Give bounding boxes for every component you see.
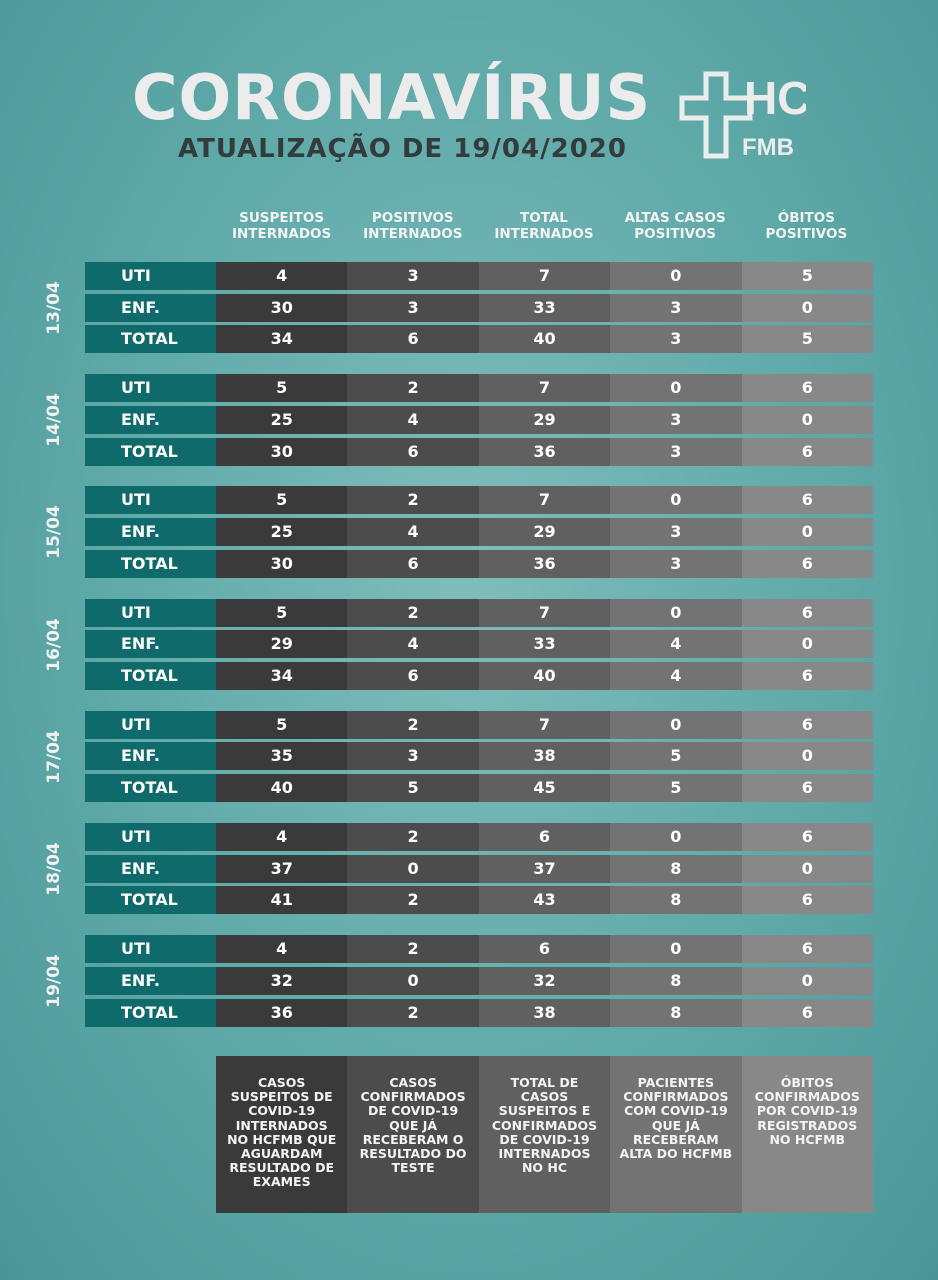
- row-label: UTI: [85, 262, 216, 290]
- table-cell: 0: [610, 711, 741, 739]
- table-cell: 6: [742, 374, 873, 402]
- row-label: TOTAL: [85, 774, 216, 802]
- table-cell: 3: [610, 518, 741, 546]
- table-cell: 0: [742, 630, 873, 658]
- table-cell: 8: [610, 886, 741, 914]
- table-cell: 6: [347, 550, 478, 578]
- table-cell: 2: [347, 374, 478, 402]
- table-cell: 4: [216, 935, 347, 963]
- table-cell: 0: [610, 935, 741, 963]
- table-row: [85, 438, 873, 466]
- table-cell: 35: [216, 742, 347, 770]
- column-header: ÓBITOS POSITIVOS: [765, 210, 848, 242]
- table-cell: 5: [216, 374, 347, 402]
- row-label: UTI: [85, 935, 216, 963]
- table-cell: 37: [216, 855, 347, 883]
- row-label: TOTAL: [85, 886, 216, 914]
- table-cell: 34: [216, 662, 347, 690]
- row-label: UTI: [85, 374, 216, 402]
- row-label: TOTAL: [85, 438, 216, 466]
- table-row: [85, 486, 873, 514]
- date-text: 14/04: [44, 393, 64, 447]
- table-cell: 4: [347, 630, 478, 658]
- logo-hc-text: HC: [744, 72, 806, 124]
- table-cell: 0: [742, 967, 873, 995]
- hc-fmb-logo: [676, 70, 806, 160]
- date-group: [0, 711, 938, 803]
- table-cell: 2: [347, 823, 478, 851]
- date-label: [44, 954, 64, 1008]
- table-cell: 3: [347, 262, 478, 290]
- table-row: [85, 662, 873, 690]
- page-title: CORONAVÍRUS: [132, 61, 652, 134]
- table-cell: 5: [610, 774, 741, 802]
- table-cell: 0: [610, 823, 741, 851]
- table-cell: 33: [479, 630, 610, 658]
- table-row: [85, 374, 873, 402]
- table-cell: 30: [216, 294, 347, 322]
- table-cell: 25: [216, 406, 347, 434]
- table-cell: 3: [610, 550, 741, 578]
- table-cell: 41: [216, 886, 347, 914]
- table-cell: 5: [347, 774, 478, 802]
- date-label: [44, 730, 64, 784]
- table-cell: 0: [347, 967, 478, 995]
- table-cell: 6: [742, 711, 873, 739]
- table-cell: 0: [742, 406, 873, 434]
- table-cell: 7: [479, 262, 610, 290]
- table-cell: 29: [479, 518, 610, 546]
- table-cell: 25: [216, 518, 347, 546]
- table-cell: 40: [216, 774, 347, 802]
- table-cell: 40: [479, 325, 610, 353]
- table-cell: 43: [479, 886, 610, 914]
- date-group: [0, 599, 938, 691]
- table-cell: 0: [610, 262, 741, 290]
- table-cell: 45: [479, 774, 610, 802]
- row-label: ENF.: [85, 967, 216, 995]
- table-row: [85, 518, 873, 546]
- row-label: TOTAL: [85, 662, 216, 690]
- table-row: [85, 711, 873, 739]
- table-row: [85, 823, 873, 851]
- table-cell: 7: [479, 374, 610, 402]
- row-label: ENF.: [85, 630, 216, 658]
- table-cell: 6: [742, 662, 873, 690]
- table-cell: 30: [216, 438, 347, 466]
- table-cell: 3: [347, 294, 478, 322]
- row-label: UTI: [85, 599, 216, 627]
- row-label: UTI: [85, 711, 216, 739]
- table-cell: 40: [479, 662, 610, 690]
- table-cell: 2: [347, 886, 478, 914]
- date-label: [44, 393, 64, 447]
- date-group: [0, 823, 938, 915]
- table-cell: 3: [610, 325, 741, 353]
- date-text: 19/04: [44, 954, 64, 1008]
- table-cell: 6: [742, 999, 873, 1027]
- table-cell: 34: [216, 325, 347, 353]
- column-header: POSITIVOS INTERNADOS: [363, 210, 463, 242]
- date-label: [44, 281, 64, 335]
- table-cell: 6: [347, 662, 478, 690]
- table-cell: 29: [216, 630, 347, 658]
- row-label: TOTAL: [85, 999, 216, 1027]
- row-label: ENF.: [85, 294, 216, 322]
- row-label: UTI: [85, 823, 216, 851]
- row-label: TOTAL: [85, 325, 216, 353]
- table-cell: 2: [347, 599, 478, 627]
- column-description: PACIENTES CONFIRMADOS COM COVID-19 QUE JÁ RECEBERAM ALTA DO HCFMB: [610, 1056, 741, 1213]
- column-header: ALTAS CASOS POSITIVOS: [624, 210, 726, 242]
- column-description: CASOS CONFIRMADOS DE COVID-19 QUE JÁ RECEBERAM O RESULTADO DO TESTE: [347, 1056, 478, 1213]
- table-cell: 0: [610, 374, 741, 402]
- table-row: [85, 742, 873, 770]
- table-cell: 37: [479, 855, 610, 883]
- table-cell: 36: [479, 438, 610, 466]
- table-cell: 4: [347, 518, 478, 546]
- table-cell: 6: [742, 438, 873, 466]
- table-cell: 4: [216, 262, 347, 290]
- table-row: [85, 935, 873, 963]
- table-cell: 38: [479, 742, 610, 770]
- table-cell: 3: [610, 294, 741, 322]
- row-label: TOTAL: [85, 550, 216, 578]
- table-cell: 36: [479, 550, 610, 578]
- table-cell: 0: [742, 855, 873, 883]
- table-cell: 4: [347, 406, 478, 434]
- row-label: ENF.: [85, 406, 216, 434]
- table-cell: 6: [742, 774, 873, 802]
- table-row: [85, 599, 873, 627]
- table-cell: 4: [610, 662, 741, 690]
- row-label: ENF.: [85, 855, 216, 883]
- date-group: [0, 935, 938, 1027]
- table-cell: 8: [610, 855, 741, 883]
- table-cell: 6: [742, 935, 873, 963]
- column-descriptions: [216, 1056, 873, 1213]
- date-text: 13/04: [44, 281, 64, 335]
- row-label: ENF.: [85, 518, 216, 546]
- date-group: [0, 262, 938, 354]
- hc-cross-logo-icon: [676, 70, 806, 160]
- table-cell: 5: [216, 711, 347, 739]
- table-cell: 3: [610, 406, 741, 434]
- logo-fmb-text: FMB: [742, 134, 794, 160]
- table-cell: 5: [610, 742, 741, 770]
- row-label: UTI: [85, 486, 216, 514]
- table-cell: 0: [347, 855, 478, 883]
- table-cell: 33: [479, 294, 610, 322]
- table-cell: 6: [742, 599, 873, 627]
- table-cell: 0: [610, 599, 741, 627]
- table-cell: 6: [479, 935, 610, 963]
- table-cell: 0: [742, 294, 873, 322]
- table-cell: 5: [216, 599, 347, 627]
- table-row: [85, 325, 873, 353]
- table-cell: 2: [347, 935, 478, 963]
- table-cell: 6: [742, 823, 873, 851]
- table-cell: 7: [479, 711, 610, 739]
- table-cell: 3: [347, 742, 478, 770]
- date-text: 15/04: [44, 505, 64, 560]
- table-cell: 8: [610, 999, 741, 1027]
- table-row: [85, 774, 873, 802]
- table-cell: 2: [347, 486, 478, 514]
- table-cell: 29: [479, 406, 610, 434]
- table-cell: 7: [479, 486, 610, 514]
- table-cell: 8: [610, 967, 741, 995]
- table-cell: 5: [742, 262, 873, 290]
- date-text: 17/04: [44, 730, 64, 784]
- table-row: [85, 550, 873, 578]
- table-cell: 2: [347, 711, 478, 739]
- table-cell: 3: [610, 438, 741, 466]
- table-cell: 0: [742, 742, 873, 770]
- column-headers: [216, 210, 872, 250]
- table-row: [85, 886, 873, 914]
- table-cell: 5: [216, 486, 347, 514]
- date-group: [0, 486, 938, 578]
- table-cell: 36: [216, 999, 347, 1027]
- date-label: [44, 842, 64, 896]
- row-label: ENF.: [85, 742, 216, 770]
- table-row: [85, 999, 873, 1027]
- table-cell: 6: [742, 486, 873, 514]
- table-cell: 4: [610, 630, 741, 658]
- table-cell: 32: [479, 967, 610, 995]
- table-cell: 38: [479, 999, 610, 1027]
- table-cell: 32: [216, 967, 347, 995]
- table-row: [85, 406, 873, 434]
- table-cell: 0: [610, 486, 741, 514]
- table-row: [85, 630, 873, 658]
- table-cell: 4: [216, 823, 347, 851]
- table-cell: 2: [347, 999, 478, 1027]
- table-cell: 6: [347, 325, 478, 353]
- column-description: TOTAL DE CASOS SUSPEITOS E CONFIRMADOS DE COVID-19 INTERNADOS NO HC: [479, 1056, 610, 1213]
- table-cell: 5: [742, 325, 873, 353]
- table-row: [85, 262, 873, 290]
- update-subtitle: ATUALIZAÇÃO DE 19/04/2020: [178, 134, 627, 164]
- table-row: [85, 855, 873, 883]
- table-cell: 7: [479, 599, 610, 627]
- column-description: ÓBITOS CONFIRMADOS POR COVID-19 REGISTRADOS NO HCFMB: [742, 1056, 873, 1213]
- table-cell: 6: [347, 438, 478, 466]
- table-cell: 6: [479, 823, 610, 851]
- column-header: SUSPEITOS INTERNADOS: [231, 210, 332, 242]
- date-text: 18/04: [44, 842, 64, 896]
- table-cell: 6: [742, 886, 873, 914]
- table-row: [85, 967, 873, 995]
- date-label: [44, 505, 64, 560]
- column-header: TOTAL INTERNADOS: [494, 210, 594, 242]
- table-cell: 6: [742, 550, 873, 578]
- date-label: [44, 617, 64, 672]
- table-row: [85, 294, 873, 322]
- table-cell: 30: [216, 550, 347, 578]
- column-description: CASOS SUSPEITOS DE COVID-19 INTERNADOS NO HCFMB QUE AGUARDAM RESULTADO DE EXAMES: [216, 1056, 347, 1213]
- date-text: 16/04: [44, 617, 64, 672]
- table-cell: 0: [742, 518, 873, 546]
- date-group: [0, 374, 938, 466]
